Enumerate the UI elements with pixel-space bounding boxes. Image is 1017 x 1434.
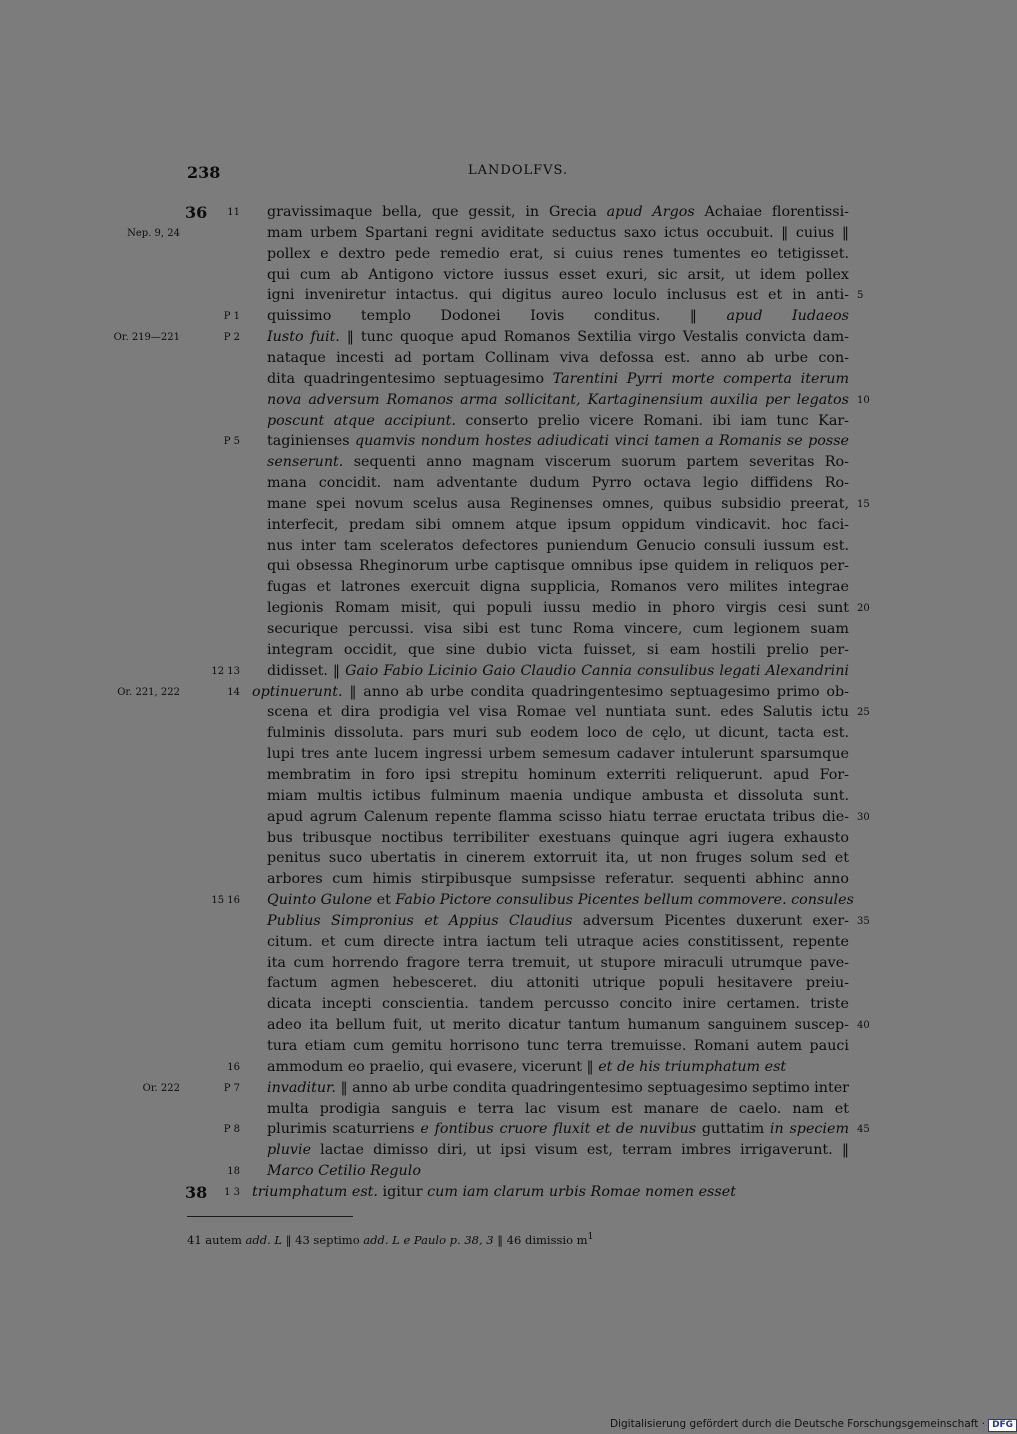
text-line [0,327,1000,348]
source-reference: Or. 219—221 [113,332,180,344]
line-number: 40 [857,1020,870,1032]
text-line [0,598,1000,619]
line-number: 25 [857,707,870,719]
line-text: penitus suco ubertatis in cinerem extorruit ita, ut non fruges solum sed et [267,850,849,867]
line-text: poscunt atque accipiunt. conserto prelio vicere Romani. ibi iam tunc Kar- [267,412,850,429]
text-line [0,765,1000,786]
marginal-reference: P 5 [223,436,240,448]
line-number: 35 [857,915,870,927]
marginal-reference: P 7 [223,1082,240,1094]
line-text: plurimis scaturriens e fontibus cruore fluxit et de nuvibus guttatim in speciem [267,1121,850,1138]
line-number: 15 [857,498,870,510]
line-text: didisset. ‖ Gaio Fabio Licinio Gaio Claudio Cannia consulibus legati Alexandrini [267,662,849,679]
line-text: igni inveniretur intactus. qui digitus aureo loculo inclusus est et in anti- [267,287,849,304]
section-number: 38 [185,1182,208,1202]
text-line [0,536,1000,557]
text-line [0,828,1000,849]
text-line [0,1078,1000,1099]
running-title: LANDOLFVS. [468,163,569,178]
marginal-reference: 12 13 [211,665,240,677]
line-text: lupi tres ante lucem ingressi urbem semesum cadaver intulerunt sparsumque [267,746,849,763]
text-line [0,223,1000,244]
text-line [0,869,1000,890]
text-line [0,515,1000,536]
line-text: adeo ita bellum fuit, ut merito dicatur tantum humanum sanguinem suscep- [267,1017,849,1034]
text-line [0,494,1000,515]
marginal-reference: 14 [227,686,240,698]
funding-footer [610,1417,1017,1431]
text-line [0,1182,1000,1203]
line-text: miam multis ictibus fulminum maenia undique ambusta et dissoluta sunt. [267,787,849,804]
text-line [0,411,1000,432]
line-text: integram occidit, que sine dubio victa fuisset, si eam hostili prelio per- [267,641,849,658]
text-line [0,911,1000,932]
line-text: fugas et latrones exercuit digna supplicia, Romanos vero milites integrae [267,579,849,596]
line-text: factum agmen hebesceret. diu attoniti utrique populi hesitavere preiu- [267,975,849,992]
source-reference: Or. 221, 222 [117,686,180,698]
line-text: nova adversum Romanos arma sollicitant, Kartaginensium auxilia per legatos [267,391,849,408]
line-text: multa prodigia sanguis e terra lac visum est manare de caelo. nam et [267,1100,849,1117]
line-text: senserunt. sequenti anno magnam viscerum suorum partem severitas Ro- [267,454,849,471]
text-line [0,369,1000,390]
marginal-reference: P 1 [223,311,240,323]
text-line [0,786,1000,807]
line-text: Iusto fuit. ‖ tunc quoque apud Romanos Sextilia virgo Vestalis convicta dam- [267,329,849,346]
line-text: tura etiam cum gemitu horrisono tunc terra tremuisse. Romani autem pauci [267,1038,849,1054]
text-line [0,306,1000,327]
text-line [0,473,1000,494]
line-text: qui cum ab Antigono victore iussus esset exuri, sic arsit, ut idem pollex [267,266,849,283]
line-text: pollex e dextro pede remedio erat, si cuius renes tumentes eo tetigisset. [267,245,849,262]
page-number: 238 [187,163,221,182]
text-line [0,348,1000,369]
line-number: 20 [857,603,870,615]
line-text: dita quadringentesimo septuagesimo Tarentini Pyrri morte comperta iterum [267,370,849,387]
line-text: mana concidit. nam adventante dudum Pyrro octava legio diffidens Ro- [267,475,849,492]
footnote-rule [187,1216,353,1217]
text-line [0,285,1000,306]
text-line [0,577,1000,598]
line-text: triumphatum est. igitur cum iam clarum urbis Romae nomen esset [252,1183,736,1200]
line-text: arbores cum himis stirpibusque sumpsisse referatur. sequenti abhinc anno [267,871,849,888]
line-text: nataque incesti ad portam Collinam viva defossa est. anno ab urbe con- [267,349,849,366]
text-line [0,661,1000,682]
text-line [0,1036,1000,1057]
line-text: ammodum eo praelio, qui evasere, vicerunt ‖ et de his triumphatum est [267,1058,787,1075]
line-text: bus tribusque noctibus terribiliter exestuans quinque agri iugera exhausto [267,829,849,846]
text-line [0,702,1000,723]
line-number: 30 [857,811,870,823]
text-line [0,556,1000,577]
line-text: Marco Cetilio Regulo [267,1163,421,1180]
text-line [0,1140,1000,1161]
line-text: pluvie lactae dimisso diri, ut ipsi visum est, terram imbres irrigaverunt. ‖ [267,1142,849,1159]
dfg-logo: DFG [988,1419,1017,1432]
line-text: legionis Romam misit, qui populi iussu medio in phoro virgis cesi sunt [267,600,849,617]
text-line [0,682,1000,703]
line-text: Quinto Gulone et Fabio Pictore consulibus Picentes bellum commovere. consules [267,892,854,909]
line-text: apud agrum Calenum repente flamma scisso hiatu terrae eructata tribus die- [267,808,849,825]
line-text: mane spei novum scelus ausa Reginenses omnes, quibus subsidio preerat, [267,495,849,512]
line-text: interfecit, predam sibi omnem atque ipsum oppidum vindicavit. hoc faci- [267,516,849,533]
marginal-reference: 11 [227,207,240,218]
text-line [0,1161,1000,1182]
text-line [0,932,1000,953]
section-number: 36 [185,203,208,222]
line-number: 10 [857,394,870,406]
line-text: citum. et cum directe intra iactum teli utraque acies constitissent, repente [267,933,849,950]
line-text: qui obsessa Rheginorum urbe captisque omnibus ipse quidem in reliquos per- [267,558,849,575]
text-line [0,973,1000,994]
marginal-reference: 15 16 [211,895,240,907]
marginal-reference: 16 [227,1061,240,1073]
marginal-reference: P 8 [223,1124,240,1136]
source-reference: Or. 222 [142,1082,180,1094]
text-line [0,890,1000,911]
line-text: Publius Simpronius et Appius Claudius adversum Picentes duxerunt exer- [267,912,849,929]
text-line [0,807,1000,828]
line-text: gravissimaque bella, que gessit, in Grecia apud Argos Achaiae florentissi- [267,204,849,220]
line-text: scena et dira prodigia vel visa Romae vel nuntiata sunt. edes Salutis ictu [267,704,849,721]
line-text: invaditur. ‖ anno ab urbe condita quadringentesimo septuagesimo septimo inter [267,1079,849,1096]
text-line [0,390,1000,411]
footnote: 41 autem add. L ‖ 43 septimo add. L e Paulo p. 38, 3 ‖ 46 dimissio $m^1$ [187,1231,594,1247]
line-text: ita cum horrendo fragore terra tremuit, ut stupore miraculi utrumque pave- [267,954,849,971]
text-line [0,848,1000,869]
marginal-reference: 18 [227,1166,240,1178]
text-line [0,452,1000,473]
text-line [0,202,1000,223]
text-line [0,265,1000,286]
line-text: mam urbem Spartani regni aviditate seductus saxo ictus occubuit. ‖ cuius ‖ [267,224,849,241]
text-line [0,723,1000,744]
line-number: 5 [857,290,864,302]
text-line [0,244,1000,265]
line-number: 45 [857,1124,870,1136]
text-line [0,1015,1000,1036]
text-line [0,953,1000,974]
source-reference: Nep. 9, 24 [127,227,180,239]
text-line [0,1119,1000,1140]
marginal-reference: 1 3 [224,1186,240,1198]
text-line [0,744,1000,765]
text-line [0,1057,1000,1078]
line-text: fulminis dissoluta. pars muri sub eodem loco de cęlo, ut dicunt, tacta est. [267,725,849,742]
line-text: securique percussi. visa sibi est tunc Roma vincere, cum legionem suam [267,621,849,637]
marginal-reference: P 2 [223,332,240,344]
line-text: taginienses quamvis nondum hostes adiudicati vinci tamen a Romanis se posse [267,433,849,450]
text-line [0,619,1000,640]
line-text: quissimo templo Dodonei Iovis conditus. ‖ apud Iudaeos [267,308,849,325]
line-text: membratim in foro ipsi strepitu hominum exterriti reliquerunt. apud For- [267,766,849,783]
line-text: nus inter tam sceleratos defectores puniendum Genucio consuli iussum est. [267,537,849,554]
text-line [0,994,1000,1015]
page-header [0,163,1000,189]
line-text: dicata incepti conscientia. tandem percusso concito inire certamen. triste [267,996,849,1013]
text-line [0,640,1000,661]
line-text: optinuerunt. ‖ anno ab urbe condita quadringentesimo septuagesimo primo ob- [252,683,849,700]
text-line [0,1099,1000,1120]
funding-text: Digitalisierung gefördert durch die Deutsche Forschungsgemeinschaft · [610,1418,986,1430]
text-line [0,431,1000,452]
